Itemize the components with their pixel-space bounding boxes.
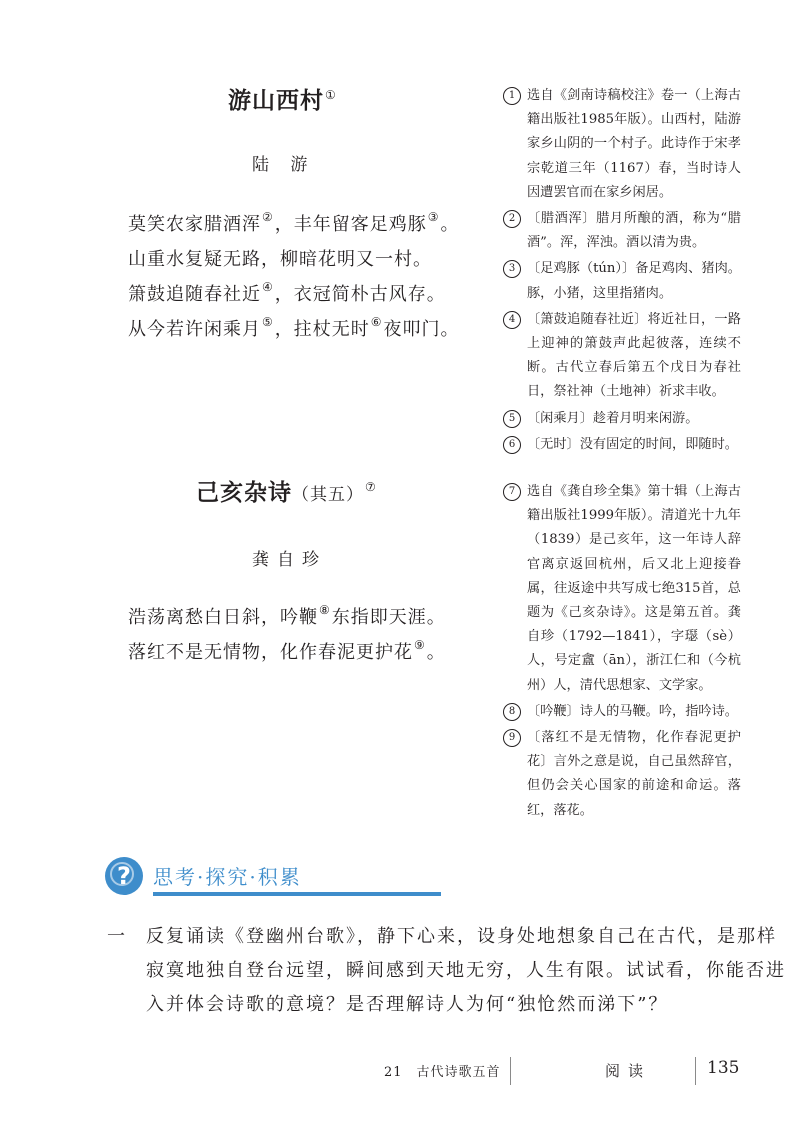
poem1-line: 从今若许闲乘月⑤，拄杖无时⑥夜叩门。: [128, 315, 460, 340]
footnote: 4 〔箫鼓追随春社近〕将近社日，一路上迎神的箫鼓声此起彼落，连续不断。古代立春后第五个戊日为春社日，祭社神（土地神）祈求丰收。: [503, 308, 741, 405]
poem1-title-note-ref: ①: [325, 88, 337, 102]
poem1-line: 箫鼓追随春社近④，衣冠简朴古风存。: [128, 280, 446, 305]
footnote: 9 〔落红不是无情物，化作春泥更护花〕言外之意是说，自己虽然辞官，但仍会关心国家的前途和命运。落红，落花。: [503, 726, 741, 823]
section-heading: [105, 855, 345, 899]
poem2-author: 龚自珍: [252, 550, 327, 570]
footnote: 7 选自《龚自珍全集》第十辑（上海古籍出版社1999年版）。清道光十九年（1839）是己亥年，这一年诗人辞官离京返回杭州，后又北上迎接眷属，往返途中共写成七绝315首，总题为《己亥杂诗》。这是第五首。龚自珍（1792—1841），字璱（sè）人，号定盦（ān），浙江仁和（今杭州）人，清代思想家、文学家。: [503, 480, 741, 698]
poem2-title: 己亥杂诗（其五）⑦: [196, 479, 377, 506]
page-number: 135: [707, 1058, 740, 1078]
footnote: 2 〔腊酒浑〕腊月所酿的酒，称为“腊酒”。浑，浑浊。酒以清为贵。: [503, 207, 741, 255]
exercise-text: 入并体会诗歌的意境？是否理解诗人为何“独怆然而涕下”？: [146, 994, 669, 1015]
exercise-number: 一: [107, 926, 125, 947]
exercise-text: 寂寞地独自登台远望，瞬间感到天地无穷，人生有限。试试看，你能否进: [146, 960, 786, 981]
poem1-line: 莫笑农家腊酒浑②，丰年留客足鸡豚③。: [128, 210, 460, 235]
section-underline: [153, 892, 441, 896]
footnote: 3 〔足鸡豚（tún）〕备足鸡肉、猪肉。豚，小猪，这里指猪肉。: [503, 257, 741, 305]
exercise-text: 反复诵读《登幽州台歌》，静下心来，设身处地想象自己在古代，是那样: [146, 926, 777, 947]
poem2-notes: [503, 480, 741, 825]
poem2-line: 落红不是无情物，化作春泥更护花⑨。: [128, 638, 446, 663]
poem2-line: 浩荡离愁白日斜，吟鞭⑧东指即天涯。: [128, 603, 446, 628]
question-icon: ?: [105, 857, 143, 895]
poem1-line: 山重水复疑无路，柳暗花明又一村。: [128, 249, 432, 270]
footer-divider: [510, 1057, 511, 1085]
footnote: 5 〔闲乘月〕趁着月明来闲游。: [503, 407, 741, 431]
footer-divider: [695, 1057, 696, 1085]
section-title: 思考·探究·积累: [153, 865, 302, 889]
poem1-notes: [503, 84, 741, 459]
poem2-title-note-ref: ⑦: [365, 480, 377, 494]
footnote: 6 〔无时〕没有固定的时间，即随时。: [503, 433, 741, 457]
footnote: 8 〔吟鞭〕诗人的马鞭。吟，指吟诗。: [503, 700, 741, 724]
poem1-author: 陆 游: [252, 155, 316, 175]
footnote: 1 选自《剑南诗稿校注》卷一（上海古籍出版社1985年版）。山西村，陆游家乡山阴的一个村子。此诗作于宋孝宗乾道三年（1167）春，当时诗人因遭罢官而在家乡闲居。: [503, 84, 741, 205]
footer-lesson: 21 古代诗歌五首: [384, 1065, 501, 1080]
poem2-subtitle: （其五）: [292, 485, 364, 505]
poem1-title: 游山西村①: [228, 87, 337, 114]
footer-section: 阅读: [605, 1062, 652, 1080]
